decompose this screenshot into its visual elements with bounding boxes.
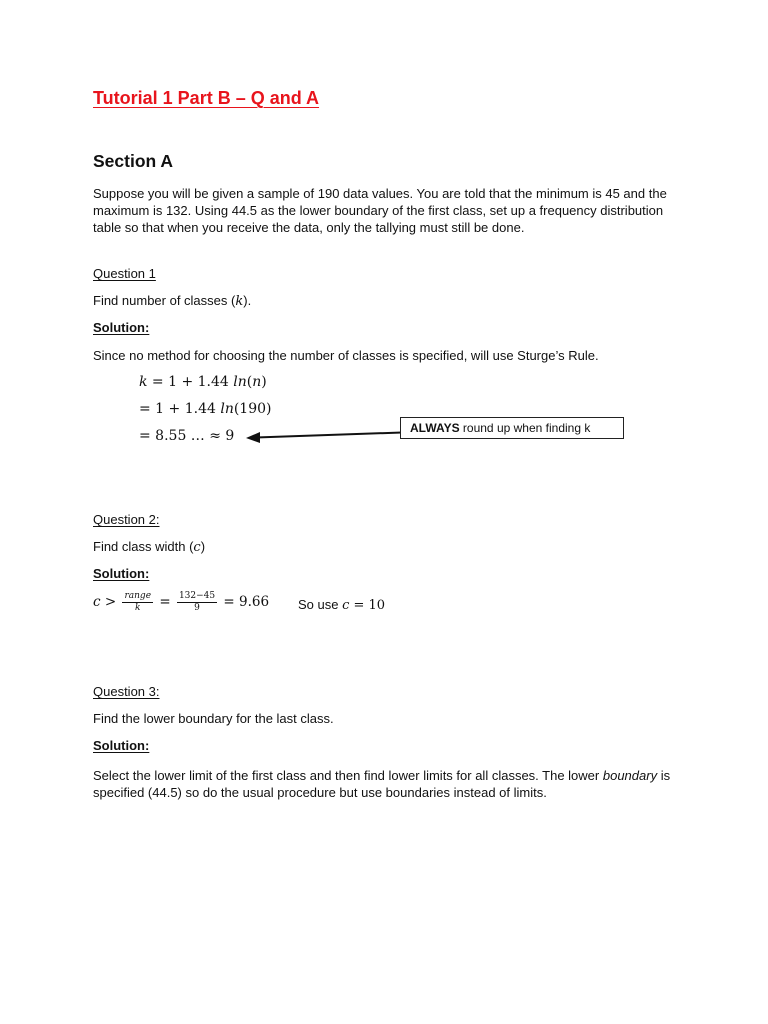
- question-2-prompt-prefix: Find class width (: [93, 539, 194, 554]
- question-3-solution-label: Solution:: [93, 738, 150, 753]
- question-3-answer-part-1: Select the lower limit of the first class and then find lower limits for all classes. The lower: [93, 768, 603, 783]
- range-over-k-fraction: [122, 591, 153, 614]
- question-3-answer: [93, 767, 683, 801]
- question-3-heading: Question 3:: [93, 684, 160, 699]
- equation-line-1-arg: (n): [246, 374, 267, 390]
- equation-line-1: [139, 374, 267, 390]
- question-3-answer-part-2: is specified (44.5) so do the usual procedure but use boundaries instead of limits.: [93, 768, 671, 800]
- fraction-1-denominator: k: [135, 603, 141, 613]
- fraction-1-numerator: range: [124, 591, 152, 601]
- equation-line-2-fn: ln: [220, 401, 234, 417]
- equation-line-1-fn: ln: [233, 374, 247, 390]
- fraction-2-denominator: 9: [194, 603, 200, 613]
- so-use-statement: [298, 597, 385, 613]
- numeric-fraction: [177, 591, 217, 614]
- so-use-suffix: = 10: [349, 598, 386, 613]
- question-1-method: Since no method for choosing the number of classes is specified, will use Sturge’s Rule.: [93, 348, 599, 363]
- question-3-prompt: Find the lower boundary for the last class.: [93, 711, 334, 726]
- question-1-heading: Question 1: [93, 266, 156, 281]
- class-width-result: = 9.66: [223, 594, 270, 610]
- section-heading: Section A: [93, 151, 174, 171]
- question-1-prompt: [93, 293, 251, 309]
- question-2-prompt-suffix: ): [200, 539, 206, 554]
- question-1-prompt-var: k: [235, 294, 244, 309]
- equation-line-1-rhs: = 1 + 1.44: [147, 374, 234, 390]
- question-2-prompt-var: c: [193, 540, 201, 555]
- intro-paragraph: Suppose you will be given a sample of 190 data values. You are told that the minimum is 45 and the maximum is 132. Using 44.5 as the lower boundary of the first class, set up a frequency distribution table so that when you receive the data, only the tallying must still be done.: [93, 186, 667, 235]
- page-title: Tutorial 1 Part B – Q and A: [93, 88, 320, 108]
- question-2-heading: Question 2:: [93, 512, 160, 527]
- equation-line-2-rhs: = 1 + 1.44: [139, 401, 221, 417]
- question-1-solution-label: Solution:: [93, 320, 150, 335]
- class-width-equation: [93, 591, 269, 614]
- equation-line-2: [139, 401, 272, 417]
- class-width-equals: =: [159, 594, 171, 610]
- so-use-var: c: [342, 598, 350, 613]
- question-2-solution-label: Solution:: [93, 566, 150, 581]
- question-1-prompt-prefix: Find number of classes (: [93, 293, 236, 308]
- equation-line-1-arg-var: n: [252, 374, 262, 390]
- callout-box: [400, 417, 624, 439]
- so-use-prefix: So use: [298, 597, 343, 612]
- fraction-2-numerator: 132−45: [178, 591, 216, 601]
- callout-arrow-icon: [240, 426, 405, 446]
- equation-line-1-lhs: k: [139, 374, 148, 390]
- callout-text: round up when finding k: [459, 421, 591, 435]
- equation-line-2-arg: (190): [233, 401, 272, 417]
- question-2-prompt: [93, 539, 205, 555]
- question-1-prompt-suffix: ).: [243, 293, 252, 308]
- equation-line-3: = 8.55 … ≈ 9: [139, 428, 235, 444]
- callout-bold-text: ALWAYS: [410, 421, 460, 435]
- class-width-lhs: c >: [93, 594, 117, 610]
- question-3-answer-italic: boundary: [602, 768, 658, 783]
